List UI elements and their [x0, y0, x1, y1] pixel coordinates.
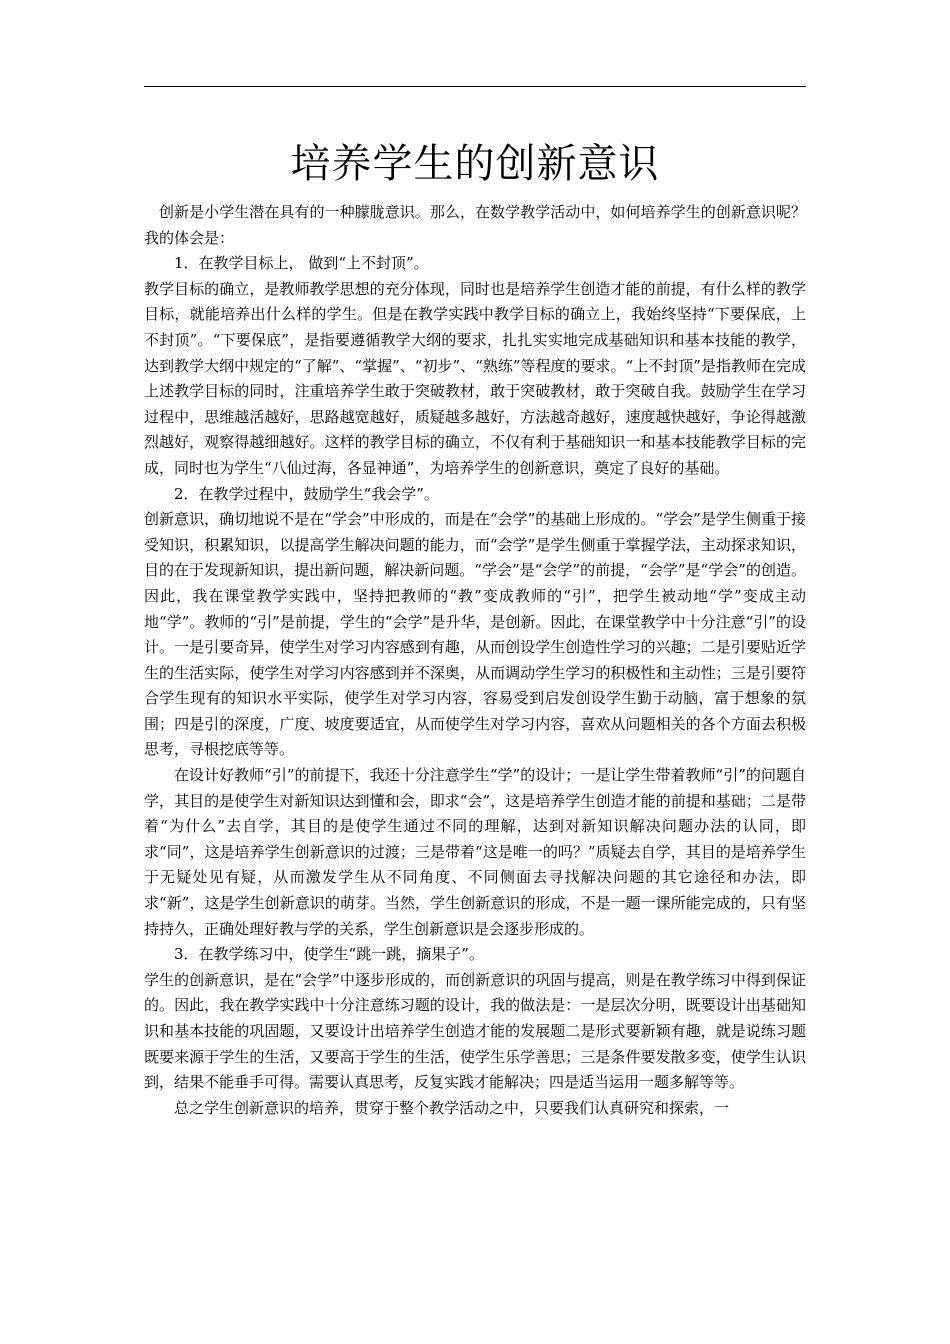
intro-paragraph: 创新是小学生潜在具有的一种朦胧意识。那么，在数学教学活动中，如何培养学生的创新意识呢？我的体会是：: [144, 203, 806, 247]
section-heading-1: 1．在教学目标上， 做到“上不封顶”。: [174, 254, 429, 273]
body-paragraph: 学生的创新意识，是在“会学”中逐步形成的，而创新意识的巩固与提高，则是在教学练习中得到保证的。因此，我在教学实践中十分注意练习题的设计，我的做法是：一是层次分明，既要设计出基础知识和基本技能的巩固题，又要设计出培养学生创造才能的发展题二是形式要新颖有趣，就是说练习题既要来源于学生的生活，又要高于学生的生活，使学生乐学善思；三是条件要发散多变，使学生认识到，结果不能垂手可得。需要认真思考，反复实践才能解决；四是适当运用一题多解等等。: [144, 970, 806, 1092]
body-paragraph: 在设计好教师“引”的前提下，我还十分注意学生“学”的设计；一是让学生带着教师“引”的问题自学，其目的是使学生对新知识达到懂和会，即求“会”，这是培养学生创造才能的前提和基础；二是带着“为什么”去自学，其目的是使学生通过不同的理解，达到对新知识解决问题办法的认同，即求“同”，这是培养学生创新意识的过渡；三是带着“这是唯一的吗？”质疑去自学，其目的是培养学生于无疑处见有疑，从而激发学生从不同角度、不同侧面去寻找解决问题的其它途径和办法，即求“新”，这是学生创新意识的萌芽。当然，学生创新意识的形成，不是一题一课所能完成的，只有坚持持久，正确处理好教与学的关系，学生创新意识是会逐步形成的。: [144, 766, 806, 938]
section-heading-2: 2．在教学过程中，鼓励学生“我会学”。: [174, 484, 439, 503]
body-paragraph: 教学目标的确立，是教师教学思想的充分体现，同时也是培养学生创造才能的前提，有什么样的教学目标，就能培养出什么样的学生。但是在教学实践中教学目标的确立上，我始终坚持“下要保底，上不封顶”。“下要保底”，是指要遵循教学大纲的要求，扎扎实实地完成基础知识和基本技能的教学，达到教学大纲中规定的“了解”、“掌握”、“初步”、“熟练”等程度的要求。“上不封顶”是指教师在完成上述教学目标的同时，注重培养学生敢于突破教材，敢于突破教材，敢于突破自我。鼓励学生在学习过程中，思维越活越好，思路越宽越好，质疑越多越好，方法越奇越好，速度越快越好，争论得越激烈越好，观察得越细越好。这样的教学目标的确立，不仅有利于基础知识一和基本技能教学目标的完成，同时也为学生“八仙过海，各显神通”，为培养学生的创新意识，奠定了良好的基础。: [144, 279, 806, 477]
document-title: 培养学生的创新意识: [290, 141, 660, 187]
conclusion-paragraph: 总之学生创新意识的培养，贯穿于整个教学活动之中，只要我们认真研究和探索，一: [174, 1098, 730, 1117]
header-rule: [144, 86, 806, 87]
document-body: [144, 200, 806, 1121]
section-heading-3: 3．在教学练习中，使学生“跳一跳，摘果子”。: [174, 945, 484, 964]
body-paragraph: 创新意识，确切地说不是在“学会”中形成的，而是在“会学”的基础上形成的。“学会”是学生侧重于接受知识，积累知识，以提高学生解决问题的能力，而“会学”是学生侧重于掌握学法，主动探求知识，目的在于发现新知识，提出新问题，解决新问题。“学会”是“会学”的前提，“会学”是“学会”的创造。因此，我在课堂教学实践中，坚持把教师的“教”变成教师的“引”，把学生被动地“学”变成主动地“学”。教师的“引”是前提，学生的“会学”是升华，是创新。因此，在课堂教学中十分注意“引”的设计。一是引要奇异，使学生对学习内容感到有趣，从而创设学生创造性学习的兴趣；二是引要贴近学生的生活实际，使学生对学习内容感到并不深奥，从而调动学生学习的积极性和主动性；三是引要符合学生现有的知识水平实际，使学生对学习内容，容易受到启发创设学生勤于动脑，富于想象的氛围；四是引的深度，广度、坡度要适宜，从而使学生对学习内容，喜欢从问题相关的各个方面去积极思考，寻根挖底等等。: [144, 510, 806, 759]
